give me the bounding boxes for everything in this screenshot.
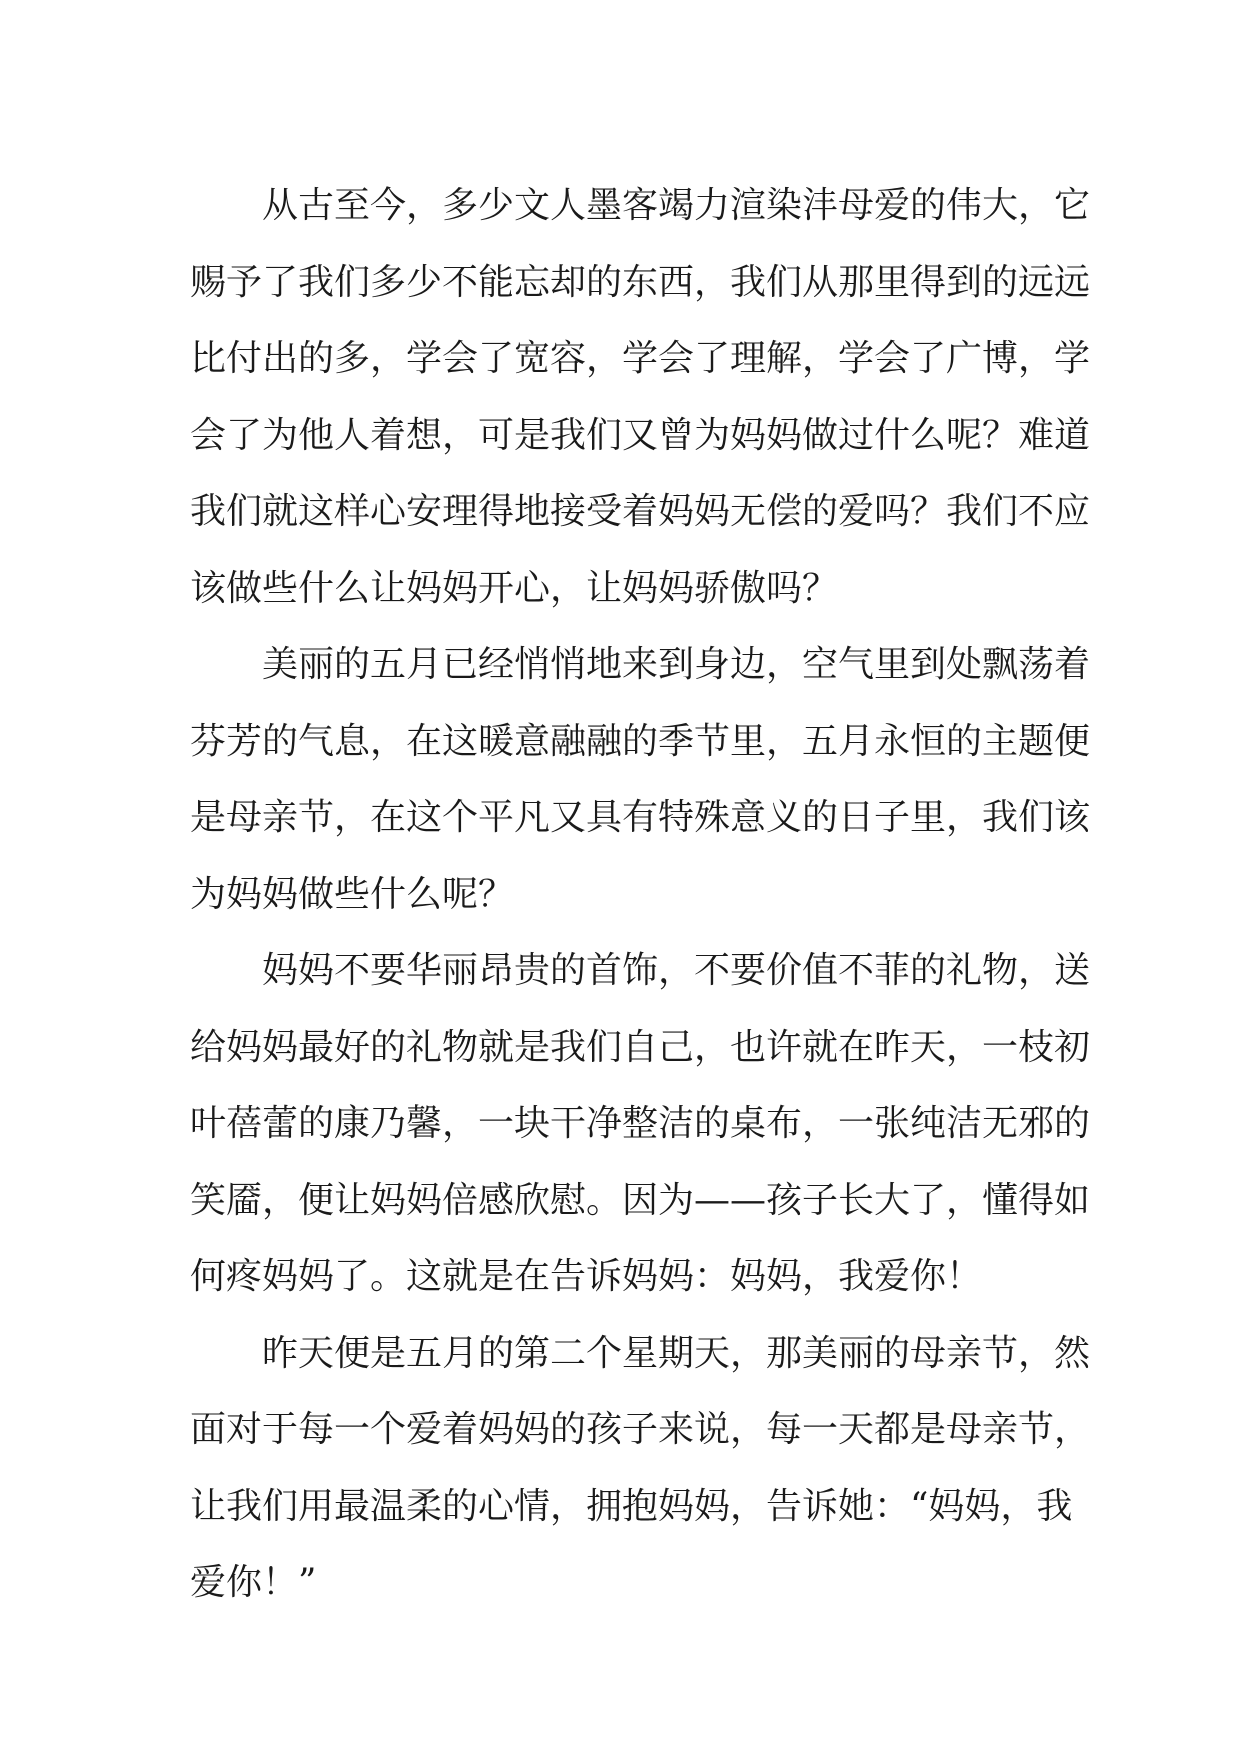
text-line: 会了为他人着想，可是我们又曾为妈妈做过什么呢？难道: [190, 414, 1091, 456]
text-line: 笑靥，便让妈妈倍感欣慰。因为——孩子长大了，懂得如: [190, 1179, 1091, 1221]
paragraph-4: [190, 1316, 1091, 1622]
text-line: 面对于每一个爱着妈妈的孩子来说，每一天都是母亲节，: [190, 1409, 1091, 1450]
text-line: 叶蓓蕾的康乃馨，一块干净整洁的桌布，一张纯洁无邪的: [190, 1103, 1091, 1144]
text-line: 比付出的多，学会了宽容，学会了理解，学会了广博，学: [190, 338, 1091, 379]
text-line: 赐予了我们多少不能忘却的东西，我们从那里得到的远远: [190, 261, 1091, 303]
text-line: 妈妈不要华丽昂贵的首饰，不要价值不菲的礼物，送: [190, 950, 1091, 991]
text-line: 芬芳的气息，在这暖意融融的季节里，五月永恒的主题便: [190, 720, 1091, 762]
paragraph-2: [190, 627, 1091, 933]
text-line: 我们就这样心安理得地接受着妈妈无偿的爱吗？我们不应: [190, 491, 1091, 532]
text-line: 该做些什么让妈妈开心，让妈妈骄傲吗？: [190, 567, 839, 609]
text-line: 昨天便是五月的第二个星期天，那美丽的母亲节，然: [190, 1332, 1091, 1374]
text-line: 从古至今，多少文人墨客竭力渲染沣母爱的伟大，它: [190, 185, 1091, 226]
text-line: 为妈妈做些什么呢？: [190, 873, 515, 915]
text-line: 爱你！”: [190, 1562, 317, 1603]
text-line: 给妈妈最好的礼物就是我们自己，也许就在昨天，一枝初: [190, 1026, 1091, 1068]
text-line: 美丽的五月已经悄悄地来到身边，空气里到处飘荡着: [190, 644, 1091, 685]
paragraph-3: [190, 933, 1091, 1316]
text-line: 何疼妈妈了。这就是在告诉妈妈：妈妈，我爱你！: [190, 1256, 983, 1297]
document-body: [190, 168, 1091, 1622]
paragraph-1: [190, 168, 1091, 627]
text-line: 是母亲节，在这个平凡又具有特殊意义的日子里，我们该: [190, 797, 1091, 838]
text-line: 让我们用最温柔的心情，拥抱妈妈，告诉她：“妈妈，我: [190, 1485, 1073, 1527]
